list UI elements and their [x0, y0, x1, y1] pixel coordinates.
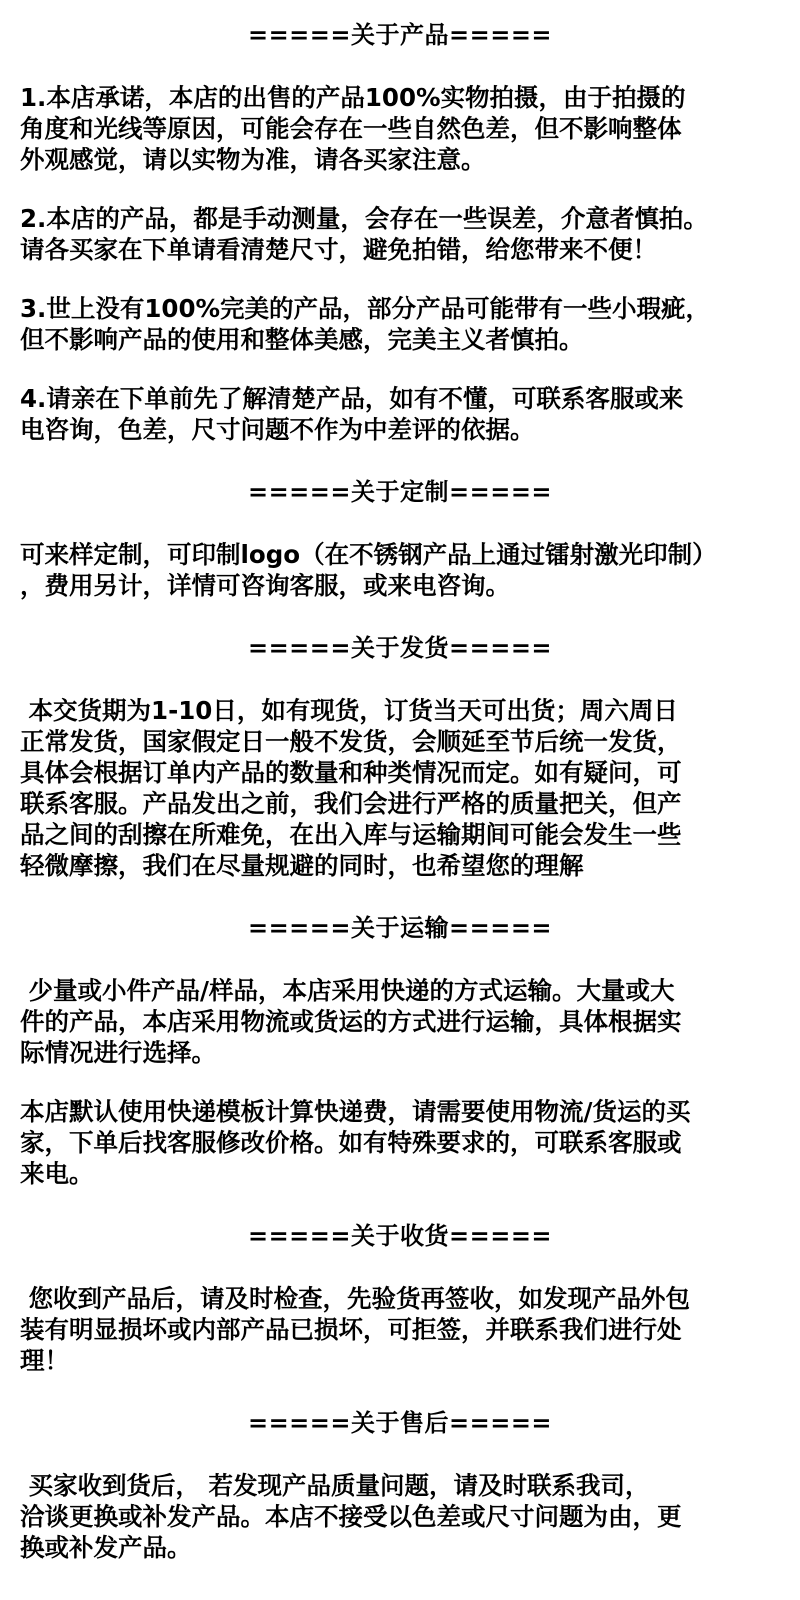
section-about-customization [20, 475, 780, 601]
paragraph: 本交货期为1-10日，如有现货，订货当天可出货；周六周日 正常发货，国家假定日一般不发货，会顺延至节后统一发货， 具体会根据订单内产品的数量和种类情况而定。如有疑问，可 联系客服。产品发出之前，我们会进行严格的质量把关，但产 品之间的刮擦在所难免，在出入库与运输期间可能会发生一些 轻微摩擦，我们在尽量规避的同时，也希望您的理解 [20, 696, 682, 880]
paragraph: 可来样定制，可印制logo（在不锈钢产品上通过镭射激光印制） ，费用另计，详情可咨询客服，或来电咨询。 [20, 540, 717, 600]
section-about-receiving [20, 1219, 780, 1376]
paragraph: 1.本店承诺，本店的出售的产品100%实物拍摄，由于拍摄的 角度和光线等原因，可能会存在一些自然色差，但不影响整体 外观感觉，请以实物为准，请各买家注意。 [20, 83, 686, 174]
section-about-shipping [20, 631, 780, 881]
paragraph: 4.请亲在下单前先了解清楚产品，如有不懂，可联系客服或来 电咨询，色差，尺寸问题不作为中差评的依据。 [20, 384, 684, 444]
section-heading: =====关于售后===== [247, 1409, 553, 1437]
section-about-after-sales [20, 1406, 780, 1563]
section-about-transport [20, 911, 780, 1189]
paragraph: 您收到产品后，请及时检查，先验货再签收，如发现产品外包 装有明显损坏或内部产品已损坏，可拒签，并联系我们进行处 理！ [20, 1284, 691, 1375]
paragraph: 2.本店的产品，都是手动测量，会存在一些误差，介意者慎拍。 请各买家在下单请看清楚尺寸，避免拍错，给您带来不便！ [20, 204, 708, 264]
paragraph: 少量或小件产品/样品，本店采用快递的方式运输。大量或大 件的产品，本店采用物流或货运的方式进行运输，具体根据实 际情况进行选择。 [20, 976, 682, 1067]
section-heading: =====关于产品===== [247, 21, 553, 49]
section-heading: =====关于发货===== [247, 634, 553, 662]
paragraph: 3.世上没有100%完美的产品，部分产品可能带有一些小瑕疵， 但不影响产品的使用和整体美感，完美主义者慎拍。 [20, 294, 711, 354]
section-heading: =====关于收货===== [247, 1222, 553, 1250]
paragraph: 买家收到货后， 若发现产品质量问题，请及时联系我司， 洽谈更换或补发产品。本店不接受以色差或尺寸问题为由，更 换或补发产品。 [20, 1471, 682, 1562]
section-about-products [20, 18, 780, 445]
section-heading: =====关于定制===== [247, 478, 553, 506]
paragraph: 本店默认使用快递模板计算快递费，请需要使用物流/货运的买 家，下单后找客服修改价格。如有特殊要求的，可联系客服或 来电。 [20, 1097, 691, 1188]
section-heading: =====关于运输===== [247, 914, 553, 942]
